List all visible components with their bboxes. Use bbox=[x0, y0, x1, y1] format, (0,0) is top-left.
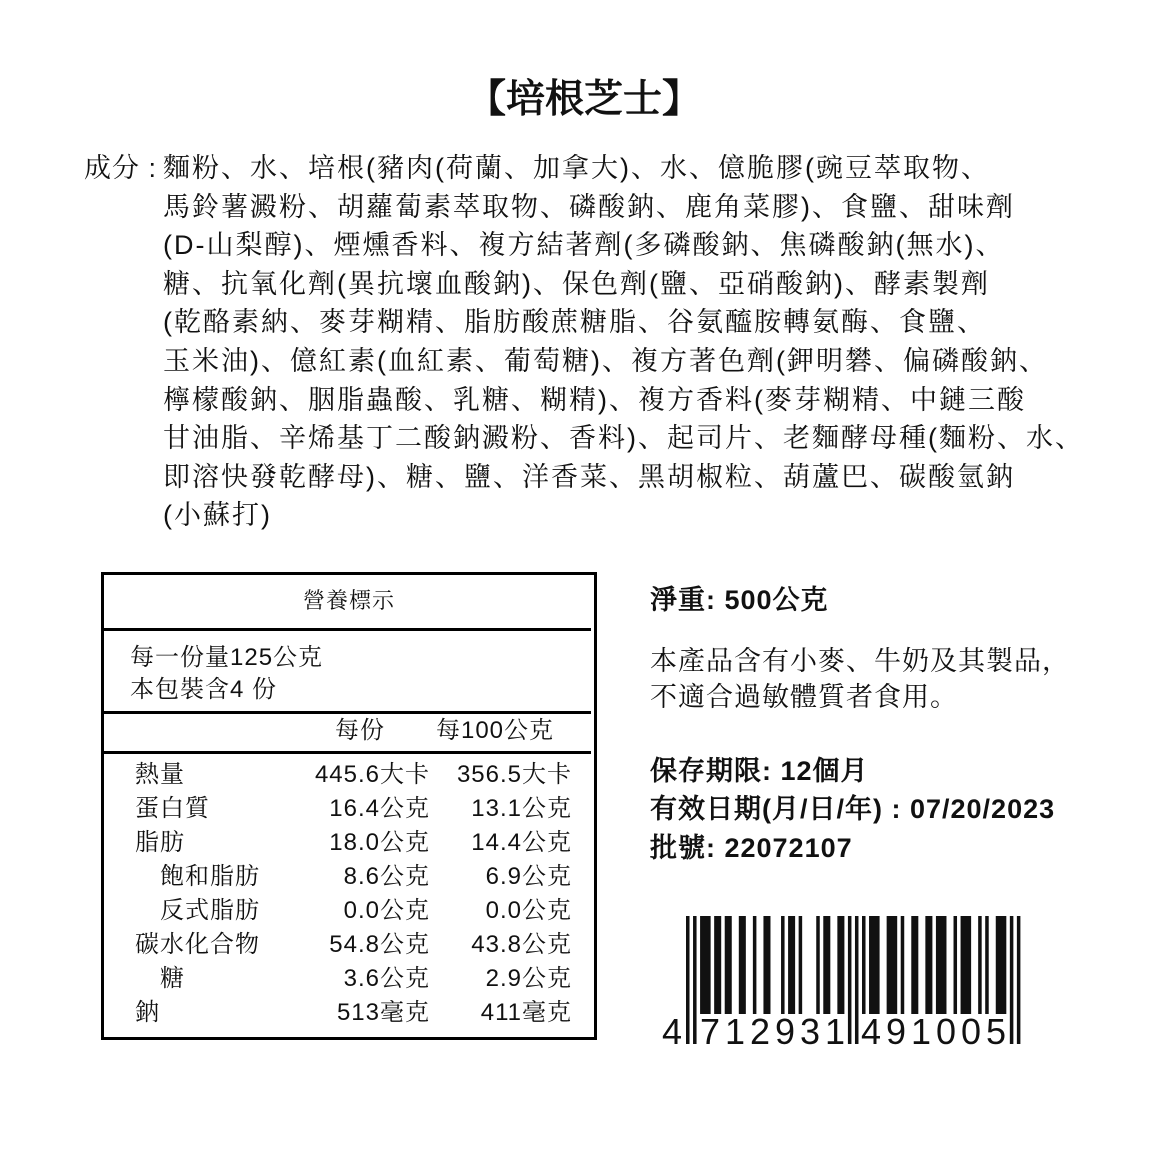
barcode-bar bbox=[816, 916, 820, 1014]
column-header-per-serving: 每份 bbox=[335, 717, 385, 744]
per-serving-value: 8.6公克 bbox=[343, 863, 430, 890]
ingredients-line: 檸檬酸鈉、胭脂蟲酸、乳糖、糊精)、複方香料(麥芽糊精、中鏈三酸 bbox=[163, 384, 1026, 415]
ingredients-list bbox=[163, 149, 1084, 535]
table-divider bbox=[104, 628, 591, 631]
barcode-bar bbox=[725, 916, 732, 1014]
barcode-guard-bar bbox=[1017, 916, 1021, 1044]
per-100g-value: 43.8公克 bbox=[471, 931, 572, 958]
barcode-bar bbox=[961, 916, 972, 1014]
nutrient-name: 蛋白質 bbox=[135, 795, 210, 822]
barcode-bar bbox=[901, 916, 905, 1014]
barcode-bar bbox=[862, 916, 866, 1014]
ingredients-line: (乾酪素納、麥芽糊精、脂肪酸蔗糖脂、谷氨醯胺轉氨酶、食鹽、 bbox=[163, 307, 986, 338]
barcode-guard-bar bbox=[686, 916, 690, 1044]
nutrition-header: 營養標示 bbox=[302, 588, 395, 613]
table-row bbox=[104, 996, 594, 1030]
per-serving-value: 18.0公克 bbox=[329, 829, 430, 856]
nutrient-name: 脂肪 bbox=[135, 829, 185, 856]
table-row bbox=[104, 758, 594, 792]
per-100g-value: 0.0公克 bbox=[485, 897, 572, 924]
per-serving-value: 513毫克 bbox=[336, 999, 430, 1026]
table-row bbox=[104, 962, 594, 996]
barcode-bar bbox=[911, 916, 918, 1014]
barcode-bar bbox=[823, 916, 830, 1014]
table-row bbox=[104, 894, 594, 928]
nutrient-name: 鈉 bbox=[135, 999, 160, 1026]
barcode-bar bbox=[925, 916, 932, 1014]
barcode-left-digits: 712931 bbox=[700, 1011, 845, 1050]
per-100g-value: 14.4公克 bbox=[471, 829, 572, 856]
allergen-warning-line: 本產品含有小麥、牛奶及其製品， bbox=[650, 646, 1070, 676]
barcode-bar bbox=[869, 916, 880, 1014]
table-row bbox=[104, 928, 594, 962]
nutrient-name: 熱量 bbox=[135, 761, 185, 788]
per-serving-value: 445.6大卡 bbox=[314, 761, 430, 788]
per-100g-value: 6.9公克 bbox=[485, 863, 572, 890]
barcode-guard-bar bbox=[855, 916, 859, 1044]
barcode-bar bbox=[978, 916, 982, 1014]
nutrient-name: 糖 bbox=[160, 965, 185, 992]
table-divider bbox=[104, 751, 591, 754]
ingredients-line: (D-山梨醇)、煙燻香料、複方結著劑(多磷酸鈉、焦磷酸鈉(無水)、 bbox=[163, 230, 1005, 261]
per-serving-value: 0.0公克 bbox=[343, 897, 430, 924]
barcode-bar bbox=[837, 916, 844, 1014]
shelf-life: 保存期限: 12個月 bbox=[650, 756, 869, 786]
table-row bbox=[104, 826, 594, 860]
nutrition-rows bbox=[104, 758, 594, 1030]
product-title: 【培根芝士】 bbox=[466, 78, 701, 121]
expiry-date: 有效日期(月/日/年) : 07/20/2023 bbox=[650, 794, 1056, 824]
nutrient-name: 飽和脂肪 bbox=[160, 863, 260, 890]
ingredients-label: 成分 : bbox=[84, 153, 158, 183]
ingredients-line: 糖、抗氧化劑(異抗壞血酸鈉)、保色劑(鹽、亞硝酸鈉)、酵素製劑 bbox=[163, 268, 990, 299]
barcode-bar bbox=[739, 916, 746, 1014]
table-row bbox=[104, 792, 594, 826]
barcode-right-digits: 491005 bbox=[861, 1011, 1006, 1050]
barcode-bar bbox=[763, 916, 770, 1014]
nutrient-name: 反式脂肪 bbox=[160, 897, 260, 924]
batch-number: 批號: 22072107 bbox=[650, 833, 853, 863]
barcode-bar bbox=[799, 916, 803, 1014]
barcode-bar bbox=[996, 916, 1007, 1014]
barcode bbox=[656, 916, 1026, 1050]
table-row bbox=[104, 860, 594, 894]
barcode-bar bbox=[700, 916, 711, 1014]
barcode-bar bbox=[714, 916, 721, 1014]
net-weight: 淨重: 500公克 bbox=[650, 585, 829, 615]
barcode-lead-digit: 4 bbox=[662, 1011, 683, 1050]
barcode-bar bbox=[753, 916, 757, 1014]
barcode-bar bbox=[781, 916, 785, 1014]
per-100g-value: 13.1公克 bbox=[471, 795, 572, 822]
per-100g-value: 2.9公克 bbox=[485, 965, 572, 992]
column-header-per-100g: 每100公克 bbox=[435, 717, 555, 744]
serving-size: 每一份量125公克 bbox=[130, 644, 324, 671]
ingredients-line: 甘油脂、辛烯基丁二酸鈉澱粉、香料)、起司片、老麵酵母種(麵粉、水、 bbox=[163, 423, 1084, 454]
servings-per-package: 本包裝含4 份 bbox=[130, 676, 278, 703]
ingredients-line: 玉米油)、億紅素(血紅素、葡萄糖)、複方著色劑(鉀明礬、偏磷酸鈉、 bbox=[163, 345, 1048, 376]
nutrition-facts-table bbox=[101, 572, 597, 1040]
barcode-guard-bar bbox=[1010, 916, 1014, 1044]
barcode-bar bbox=[788, 916, 795, 1014]
barcode-bar bbox=[887, 916, 898, 1014]
barcode-bar bbox=[985, 916, 989, 1014]
nutrient-name: 碳水化合物 bbox=[135, 931, 260, 958]
per-serving-value: 54.8公克 bbox=[329, 931, 430, 958]
per-serving-value: 3.6公克 bbox=[343, 965, 430, 992]
barcode-bar bbox=[936, 916, 947, 1014]
per-100g-value: 411毫克 bbox=[480, 999, 572, 1026]
ingredients-line: 馬鈴薯澱粉、胡蘿蔔素萃取物、磷酸鈉、鹿角菜膠)、食鹽、甜味劑 bbox=[163, 191, 1015, 222]
barcode-guard-bar bbox=[693, 916, 697, 1044]
barcode-guard-bar bbox=[848, 916, 852, 1044]
barcode-bar bbox=[954, 916, 958, 1014]
ingredients-line: (小蘇打) bbox=[163, 500, 272, 531]
allergen-warning-line: 不適合過敏體質者食用。 bbox=[650, 682, 958, 712]
per-100g-value: 356.5大卡 bbox=[456, 761, 572, 788]
ingredients-line: 麵粉、水、培根(豬肉(荷蘭、加拿大)、水、億脆膠(豌豆萃取物、 bbox=[163, 153, 990, 183]
ingredients-line: 即溶快發乾酵母)、糖、鹽、洋香菜、黑胡椒粒、葫蘆巴、碳酸氫鈉 bbox=[163, 461, 1015, 492]
per-serving-value: 16.4公克 bbox=[329, 795, 430, 822]
